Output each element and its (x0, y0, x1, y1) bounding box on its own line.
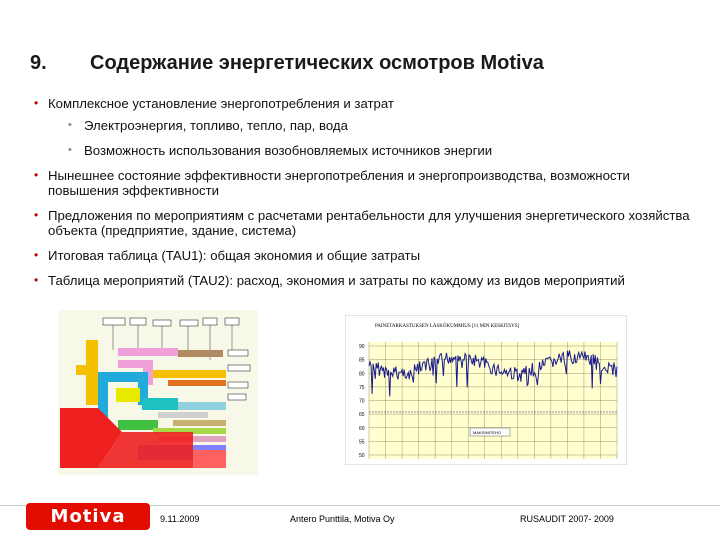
chart-y-tick: 50 (359, 453, 365, 459)
footer-date: 9.11.2009 (160, 514, 200, 524)
motiva-logo: Motiva (26, 503, 150, 530)
chart-y-tick: 55 (359, 439, 365, 446)
chart-y-tick: 85 (359, 357, 365, 364)
demand-line-chart (345, 315, 627, 465)
chart-y-tick: 80 (359, 371, 365, 378)
bullet-item: • Таблица мероприятий (TAU2): расход, экономия и затраты по каждому из видов мероприятий (30, 273, 690, 288)
sub-bullet-item: • Возможность использования возобновляемых источников энергии (30, 143, 690, 158)
footer-author: Antero Punttila, Motiva Oy (290, 514, 395, 524)
chart-annotation: MAKSIMITEHO (473, 430, 502, 435)
sub-bullet-item: • Электроэнергия, топливо, тепло, пар, вода (30, 118, 690, 133)
bullet-item: • Предложения по мероприятиям с расчетами рентабельности для улучшения энергетического хозяйства объекта (предприятие, здание, система) (30, 208, 690, 238)
footer-event: RUSAUDIT 2007- 2009 (520, 514, 614, 524)
chart-y-tick: 75 (359, 384, 365, 391)
energy-flow-diagram (58, 310, 258, 475)
chart-y-tick: 90 (359, 344, 365, 350)
bullet-item: • Итоговая таблица (TAU1): общая экономия и общие затраты (30, 248, 690, 263)
bullet-item: • Нынешнее состояние эффективности энергопотребления и энергопроизводства, возможности повышения эффективности (30, 168, 690, 198)
chart-y-tick: 70 (359, 398, 365, 405)
chart-y-tick: 65 (359, 412, 365, 419)
bullet-item: • Комплексное установление энергопотребления и затрат (30, 96, 690, 111)
chart-title: PAINETARKASTUKSEN LÄSKÖKUMMIUS [11 MIN KESKITSYS] (375, 324, 520, 329)
slide-title: Содержание энергетических осмотров Motiva (90, 52, 544, 74)
chart-y-tick: 60 (359, 425, 365, 432)
bullet-list (30, 96, 690, 295)
slide-number: 9. (30, 52, 47, 74)
